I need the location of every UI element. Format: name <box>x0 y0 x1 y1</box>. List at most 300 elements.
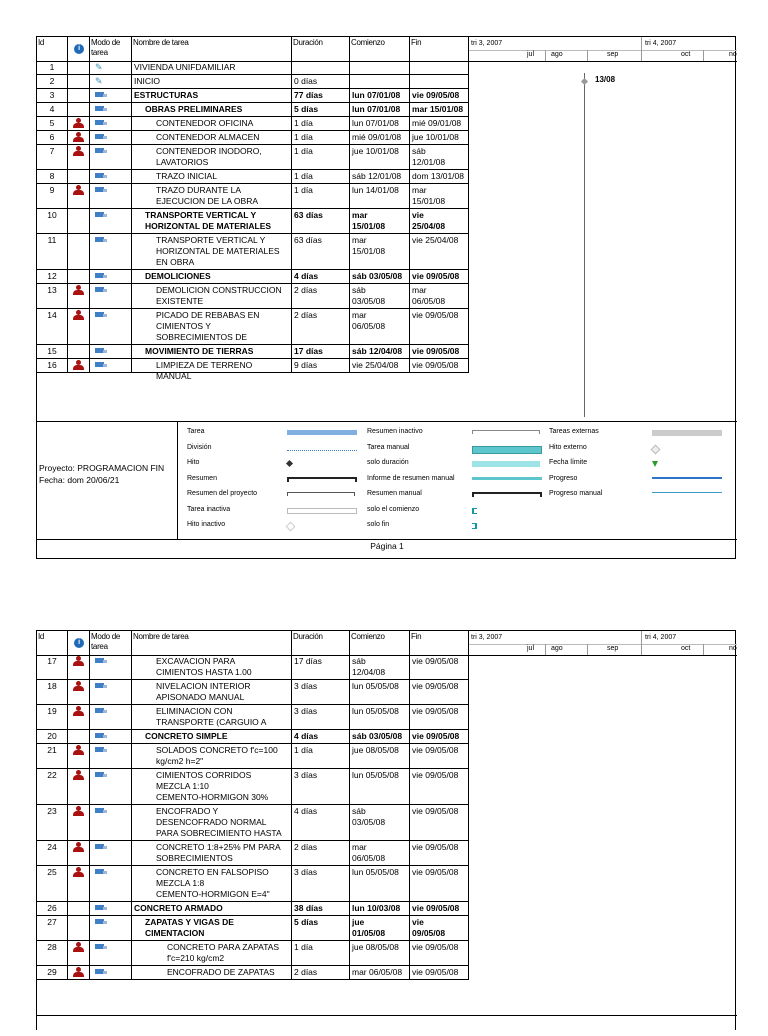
indicator-cell <box>68 234 90 269</box>
legend-swatch <box>287 508 357 514</box>
indicator-cell <box>68 345 90 358</box>
legend-swatch <box>472 508 477 514</box>
task-duration <box>292 61 350 74</box>
task-duration: 9 días <box>292 359 350 372</box>
indicator-cell <box>68 209 90 233</box>
legend-label: solo el comienzo <box>367 505 420 513</box>
task-mode-cell <box>90 744 132 768</box>
task-finish: vie 09/05/08 <box>410 270 469 283</box>
resource-icon <box>73 310 84 320</box>
task-finish: mar 06/05/08 <box>410 284 469 308</box>
task-name: TRAZO INICIAL <box>132 170 292 183</box>
legend-label: Tarea inactiva <box>187 505 231 513</box>
resource-icon <box>73 132 84 142</box>
indicator-cell <box>68 117 90 130</box>
task-id: 7 <box>37 145 68 169</box>
col-duration: Duración <box>292 37 350 61</box>
task-finish: vie 09/05/08 <box>410 359 469 372</box>
indicator-cell <box>68 131 90 144</box>
manual-scheduled-icon <box>95 172 107 179</box>
task-finish: vie 09/05/08 <box>410 805 469 840</box>
manual-scheduled-icon <box>95 211 107 218</box>
task-finish: vie 09/05/08 <box>410 730 469 743</box>
task-start: mié 09/01/08 <box>350 131 410 144</box>
task-id: 25 <box>37 866 68 901</box>
task-start: lun 10/03/08 <box>350 902 410 915</box>
auto-scheduled-icon: ✎ <box>95 76 103 86</box>
legend-swatch <box>287 446 357 451</box>
task-id: 13 <box>37 284 68 308</box>
task-finish: vie 09/05/08 <box>410 769 469 804</box>
task-name: EXCAVACION PARA CIMIENTOS HASTA 1.00 <box>132 655 292 679</box>
task-start: jue 08/05/08 <box>350 941 410 965</box>
milestone-marker <box>581 78 588 85</box>
quarter-4: tri 4, 2007 <box>645 634 677 641</box>
table-row[interactable] <box>37 705 469 730</box>
task-finish: vie 09/05/08 <box>410 941 469 965</box>
task-start: lun 05/05/08 <box>350 705 410 729</box>
table-row[interactable] <box>37 655 469 680</box>
month-sep: sep <box>607 645 619 652</box>
table-row[interactable] <box>37 941 469 966</box>
table-row[interactable] <box>37 359 469 381</box>
task-mode-cell <box>90 61 132 74</box>
quarter-3: tri 3, 2007 <box>471 634 503 641</box>
task-id: 10 <box>37 209 68 233</box>
task-start: mar 15/01/08 <box>350 209 410 233</box>
task-start: mar 06/05/08 <box>350 309 410 344</box>
task-id: 23 <box>37 805 68 840</box>
task-id: 2 <box>37 75 68 88</box>
task-name: CONTENEDOR ALMACEN <box>132 131 292 144</box>
legend-swatch <box>472 492 542 497</box>
task-start: lun 07/01/08 <box>350 117 410 130</box>
indicator-cell <box>68 680 90 704</box>
project-date: Fecha: dom 20/06/21 <box>39 475 120 485</box>
legend-swatch <box>287 430 357 435</box>
legend-label: Informe de resumen manual <box>367 474 455 482</box>
table-row[interactable] <box>37 117 469 131</box>
task-duration: 3 días <box>292 680 350 704</box>
indicator-cell <box>68 902 90 915</box>
task-mode-cell <box>90 966 132 979</box>
task-finish: mar 15/01/08 <box>410 103 469 116</box>
task-mode-cell <box>90 345 132 358</box>
table-row[interactable] <box>37 234 469 270</box>
task-mode-cell <box>90 941 132 965</box>
month-jul: jul <box>527 51 535 58</box>
resource-icon <box>73 706 84 716</box>
legend-swatch <box>472 446 542 454</box>
manual-scheduled-icon <box>95 133 107 140</box>
table-row[interactable] <box>37 680 469 705</box>
task-mode-cell <box>90 89 132 102</box>
task-finish: jue 10/01/08 <box>410 131 469 144</box>
task-start: sáb 03/05/08 <box>350 805 410 840</box>
task-name: VIVIENDA UNIFDAMILIAR <box>132 61 292 74</box>
task-start: sáb 03/05/08 <box>350 270 410 283</box>
task-start <box>350 75 410 88</box>
task-mode-cell <box>90 103 132 116</box>
resource-icon <box>73 942 84 952</box>
indicator-cell <box>68 359 90 372</box>
manual-scheduled-icon <box>95 968 107 975</box>
task-id: 6 <box>37 131 68 144</box>
task-id: 24 <box>37 841 68 865</box>
task-finish: vie 09/05/08 <box>410 705 469 729</box>
task-id: 14 <box>37 309 68 344</box>
page-number: Página 1 <box>370 541 404 551</box>
task-name: CONTENEDOR OFICINA <box>132 117 292 130</box>
info-icon: i <box>74 44 84 54</box>
task-mode-cell <box>90 866 132 901</box>
table-row[interactable] <box>37 841 469 866</box>
info-icon: i <box>74 638 84 648</box>
task-name: CONCRETO 1:8+25% PM PARA SOBRECIMIENTOS <box>132 841 292 865</box>
manual-scheduled-icon <box>95 746 107 753</box>
manual-scheduled-icon <box>95 147 107 154</box>
legend-swatch <box>652 492 722 493</box>
legend-swatch <box>287 492 355 496</box>
task-duration: 1 día <box>292 145 350 169</box>
task-id: 5 <box>37 117 68 130</box>
task-name: INICIO <box>132 75 292 88</box>
table-row[interactable] <box>37 284 469 309</box>
task-mode-cell <box>90 769 132 804</box>
auto-scheduled-icon: ✎ <box>95 62 103 72</box>
legend <box>37 421 737 540</box>
task-duration: 5 días <box>292 916 350 940</box>
task-name: DEMOLICIONES <box>132 270 292 283</box>
table-row[interactable] <box>37 75 469 89</box>
task-start: lun 14/01/08 <box>350 184 410 208</box>
month-nov: no <box>729 51 737 58</box>
legend-swatch <box>472 430 540 434</box>
task-start: mar 15/01/08 <box>350 234 410 269</box>
legend-swatch <box>472 523 477 529</box>
indicator-cell <box>68 841 90 865</box>
legend-swatch <box>286 460 293 467</box>
task-start: jue 08/05/08 <box>350 744 410 768</box>
task-mode-cell <box>90 705 132 729</box>
table-row[interactable] <box>37 103 469 117</box>
col-id: Id <box>37 631 68 655</box>
resource-icon <box>73 118 84 128</box>
task-id: 1 <box>37 61 68 74</box>
task-start: sáb 03/05/08 <box>350 284 410 308</box>
task-duration: 63 días <box>292 209 350 233</box>
table-row[interactable] <box>37 270 469 284</box>
legend-swatch <box>472 477 542 480</box>
task-mode-cell <box>90 805 132 840</box>
table-header-2 <box>37 631 469 656</box>
month-ago: ago <box>551 645 563 652</box>
task-finish: vie 09/05/08 <box>410 680 469 704</box>
task-duration: 1 día <box>292 170 350 183</box>
indicator-cell <box>68 170 90 183</box>
legend-label: División <box>187 443 212 451</box>
task-duration: 3 días <box>292 866 350 901</box>
legend-label: Tareas externas <box>549 428 599 435</box>
legend-swatch <box>652 477 722 479</box>
task-name: ENCOFRADO Y DESENCOFRADO NORMAL PARA SOBRECIMIENTO HASTA <box>132 805 292 840</box>
task-duration: 17 días <box>292 345 350 358</box>
manual-scheduled-icon <box>95 918 107 925</box>
task-duration: 77 días <box>292 89 350 102</box>
task-finish: vie 25/04/08 <box>410 234 469 269</box>
task-duration: 3 días <box>292 769 350 804</box>
indicator-cell <box>68 805 90 840</box>
indicator-cell <box>68 75 90 88</box>
legend-swatch <box>287 477 357 482</box>
task-duration: 1 día <box>292 131 350 144</box>
task-name: DEMOLICION CONSTRUCCION EXISTENTE <box>132 284 292 308</box>
task-name: TRAZO DURANTE LA EJECUCION DE LA OBRA <box>132 184 292 208</box>
task-mode-cell <box>90 841 132 865</box>
legend-swatch <box>472 461 540 467</box>
resource-icon <box>73 745 84 755</box>
task-duration: 1 día <box>292 117 350 130</box>
task-duration: 2 días <box>292 309 350 344</box>
resource-icon <box>73 360 84 370</box>
manual-scheduled-icon <box>95 904 107 911</box>
task-finish: dom 13/01/08 <box>410 170 469 183</box>
manual-scheduled-icon <box>95 682 107 689</box>
col-info <box>68 631 90 655</box>
manual-scheduled-icon <box>95 807 107 814</box>
task-id: 28 <box>37 941 68 965</box>
task-duration: 5 días <box>292 103 350 116</box>
task-start: mar 06/05/08 <box>350 841 410 865</box>
resource-icon <box>73 656 84 666</box>
resource-icon <box>73 842 84 852</box>
indicator-cell <box>68 916 90 940</box>
task-start: sáb 12/01/08 <box>350 170 410 183</box>
manual-scheduled-icon <box>95 311 107 318</box>
legend-label: Fecha límite <box>549 459 588 466</box>
indicator-cell <box>68 655 90 679</box>
task-table-2 <box>37 655 469 980</box>
manual-scheduled-icon <box>95 286 107 293</box>
task-id: 9 <box>37 184 68 208</box>
task-name: SOLADOS CONCRETO f'c=100 kg/cm2 h=2" <box>132 744 292 768</box>
table-row[interactable] <box>37 209 469 234</box>
table-row[interactable] <box>37 730 469 744</box>
task-finish: vie 09/05/08 <box>410 655 469 679</box>
task-finish <box>410 61 469 74</box>
task-finish: vie 09/05/08 <box>410 916 469 940</box>
task-id: 11 <box>37 234 68 269</box>
task-duration: 1 día <box>292 941 350 965</box>
manual-scheduled-icon <box>95 91 107 98</box>
manual-scheduled-icon <box>95 868 107 875</box>
manual-scheduled-icon <box>95 347 107 354</box>
table-row[interactable] <box>37 902 469 916</box>
task-finish: vie 09/05/08 <box>410 345 469 358</box>
task-id: 16 <box>37 359 68 372</box>
task-id: 18 <box>37 680 68 704</box>
resource-icon <box>73 146 84 156</box>
manual-scheduled-icon <box>95 657 107 664</box>
task-duration: 4 días <box>292 270 350 283</box>
indicator-cell <box>68 270 90 283</box>
task-start: mar 06/05/08 <box>350 966 410 979</box>
resource-icon <box>73 867 84 877</box>
manual-scheduled-icon <box>95 119 107 126</box>
task-name: TRANSPORTE VERTICAL Y HORIZONTAL DE MATERIALES EN OBRA <box>132 234 292 269</box>
task-finish: mar 15/01/08 <box>410 184 469 208</box>
table-row[interactable] <box>37 145 469 170</box>
table-row[interactable] <box>37 170 469 184</box>
resource-icon <box>73 285 84 295</box>
task-name: CONCRETO EN FALSOPISO MEZCLA 1:8 CEMENTO-HORMIGON E=4" <box>132 866 292 901</box>
table-row[interactable] <box>37 184 469 209</box>
task-finish: mié 09/01/08 <box>410 117 469 130</box>
table-row[interactable] <box>37 89 469 103</box>
task-id: 12 <box>37 270 68 283</box>
task-duration: 3 días <box>292 705 350 729</box>
task-mode-cell <box>90 184 132 208</box>
col-mode: Modo de tarea <box>90 37 132 61</box>
task-id: 21 <box>37 744 68 768</box>
task-duration: 63 días <box>292 234 350 269</box>
table-row[interactable] <box>37 966 469 980</box>
task-name: NIVELACION INTERIOR APISONADO MANUAL <box>132 680 292 704</box>
table-row[interactable] <box>37 345 469 359</box>
col-duration: Duración <box>292 631 350 655</box>
task-finish: vie 09/05/08 <box>410 744 469 768</box>
task-start: sáb 12/04/08 <box>350 655 410 679</box>
task-start: sáb 12/04/08 <box>350 345 410 358</box>
indicator-cell <box>68 103 90 116</box>
task-mode-cell <box>90 359 132 372</box>
resource-icon <box>73 967 84 977</box>
legend-label: Resumen <box>187 474 217 482</box>
task-mode-cell <box>90 234 132 269</box>
legend-cut <box>37 1015 737 1036</box>
task-mode-cell <box>90 117 132 130</box>
month-oct: oct <box>681 645 691 652</box>
table-row[interactable] <box>37 131 469 145</box>
project-name: Proyecto: PROGRAMACION FIN <box>39 463 165 473</box>
task-mode-cell <box>90 902 132 915</box>
indicator-cell <box>68 941 90 965</box>
task-start: lun 05/05/08 <box>350 866 410 901</box>
indicator-cell <box>68 730 90 743</box>
month-nov: no <box>729 645 737 652</box>
col-name: Nombre de tarea <box>132 631 292 655</box>
col-name: Nombre de tarea <box>132 37 292 61</box>
task-mode-cell <box>90 730 132 743</box>
table-row[interactable] <box>37 916 469 941</box>
legend-label: Progreso manual <box>549 490 603 497</box>
indicator-cell <box>68 309 90 344</box>
task-name: CONCRETO ARMADO <box>132 902 292 915</box>
legend-swatch <box>652 461 658 467</box>
task-name: CONTENEDOR INODORO, LAVATORIOS <box>132 145 292 169</box>
indicator-cell <box>68 89 90 102</box>
task-mode-cell <box>90 284 132 308</box>
manual-scheduled-icon <box>95 771 107 778</box>
table-row[interactable] <box>37 744 469 769</box>
task-finish: sáb 12/01/08 <box>410 145 469 169</box>
col-start: Comienzo <box>350 631 410 655</box>
col-finish: Fin <box>410 631 469 655</box>
task-finish: vie 09/05/08 <box>410 966 469 979</box>
task-start: sáb 03/05/08 <box>350 730 410 743</box>
month-sep: sep <box>607 51 619 58</box>
task-mode-cell <box>90 309 132 344</box>
task-start: jue 10/01/08 <box>350 145 410 169</box>
page-2 <box>36 630 736 1030</box>
task-duration: 4 días <box>292 805 350 840</box>
manual-scheduled-icon <box>95 707 107 714</box>
table-row[interactable] <box>37 309 469 345</box>
task-duration: 0 días <box>292 75 350 88</box>
quarter-3: tri 3, 2007 <box>471 40 503 47</box>
task-id: 4 <box>37 103 68 116</box>
col-finish: Fin <box>410 37 469 61</box>
manual-scheduled-icon <box>95 236 107 243</box>
task-mode-cell <box>90 680 132 704</box>
task-id: 8 <box>37 170 68 183</box>
task-duration: 38 días <box>292 902 350 915</box>
task-mode-cell <box>90 916 132 940</box>
task-mode-cell <box>90 270 132 283</box>
task-start <box>350 61 410 74</box>
task-duration: 2 días <box>292 841 350 865</box>
timescale <box>469 37 737 62</box>
legend-swatch <box>651 444 661 454</box>
col-info <box>68 37 90 61</box>
task-finish: vie 09/05/08 <box>410 902 469 915</box>
manual-scheduled-icon <box>95 943 107 950</box>
manual-scheduled-icon <box>95 272 107 279</box>
task-name: ESTRUCTURAS <box>132 89 292 102</box>
task-start: vie 25/04/08 <box>350 359 410 372</box>
indicator-cell <box>68 769 90 804</box>
task-finish: vie 09/05/08 <box>410 309 469 344</box>
manual-scheduled-icon <box>95 186 107 193</box>
indicator-cell <box>68 284 90 308</box>
resource-icon <box>73 806 84 816</box>
task-name: LIMPIEZA DE TERRENO MANUAL <box>132 359 292 372</box>
task-name: OBRAS PRELIMINARES <box>132 103 292 116</box>
timescale-2 <box>469 631 737 656</box>
table-row[interactable] <box>37 61 469 75</box>
legend-label: Progreso <box>549 474 578 482</box>
table-header <box>37 37 469 62</box>
task-start: lun 07/01/08 <box>350 89 410 102</box>
task-duration: 4 días <box>292 730 350 743</box>
task-duration: 17 días <box>292 655 350 679</box>
resource-icon <box>73 681 84 691</box>
task-start: jue 01/05/08 <box>350 916 410 940</box>
task-duration: 2 días <box>292 966 350 979</box>
table-row[interactable] <box>37 769 469 805</box>
task-id: 19 <box>37 705 68 729</box>
task-duration: 2 días <box>292 284 350 308</box>
table-row[interactable] <box>37 805 469 841</box>
task-finish: vie 09/05/08 <box>410 866 469 901</box>
task-name: ENCOFRADO DE ZAPATAS <box>132 966 292 979</box>
task-id: 27 <box>37 916 68 940</box>
task-name: PICADO DE REBABAS EN CIMIENTOS Y SOBRECIMIENTOS DE <box>132 309 292 344</box>
milestone-line <box>584 73 585 417</box>
table-row[interactable] <box>37 866 469 902</box>
task-mode-cell <box>90 170 132 183</box>
manual-scheduled-icon <box>95 105 107 112</box>
